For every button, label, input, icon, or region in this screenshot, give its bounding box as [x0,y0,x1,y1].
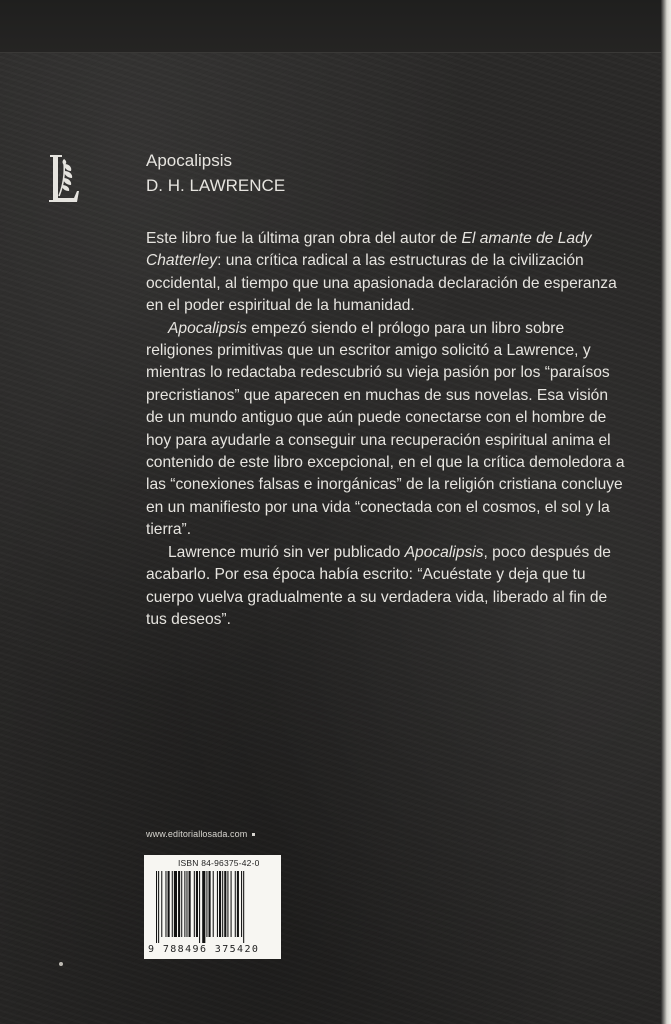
losada-L-laurel-icon [46,152,80,206]
blurb-text: empezó siendo el prólogo para un libro sobre religiones primitivas que un escritor amigo solicitó a Lawrence, y mientras lo redactaba redescubrió su vieja pasión por los “paraísos precristianos” que aparecen en muchas de sus novelas. Esa visión de un mundo antiguo que aún puede conectarse con el hombre de hoy para ayudarle a conseguir una recuperación espiritual anima el contenido de este libro excepcional, en el que la crítica demoledora a las “conexiones falsas e inorgánicas” de la religión cristiana concluye en un manifiesto por una vida “conectada con el cosmos, el sol y la tierra”. [146,319,625,539]
blurb-italic-title: Apocalipsis [404,543,484,561]
isbn-number: ISBN 84-96375-42-0 [178,858,260,868]
blurb-text: : una crítica radical a las estructuras de la civilización occidental, al tiempo que una apasionada declaración de esperanza en el poder espiritual de la humanidad. [146,252,617,315]
publisher-website [146,829,255,839]
book-title: Apocalipsis [146,151,232,170]
blurb-italic-title: El amante de Lady Chatterley [146,230,592,270]
cover-top-band [0,0,671,53]
blurb [146,228,626,631]
barcode-icon [154,871,272,943]
website-text: www.editoriallosada.com [146,829,248,839]
blurb-text: Este libro fue la última gran obra del autor de [146,230,462,247]
page-edge [661,0,671,1024]
blurb-paragraph-3 [146,542,626,632]
barcode-digits: 9 788496 375420 [148,944,260,955]
barcode-label [144,855,281,959]
cover-speck [59,962,63,966]
blurb-paragraph-2 [146,318,626,542]
book-heading [146,148,285,198]
blurb-text: , poco después de acabarlo. Por esa época había escrito: “Acuéstate y deja que tu cuerpo vuelva gradualmente a su verdadera vida, liberado al fin de tus deseos”. [146,543,611,628]
blurb-text: Lawrence murió sin ver publicado [168,543,405,561]
blurb-paragraph-1 [146,228,626,318]
bullet-icon [252,833,255,836]
blurb-italic-title: Apocalipsis [168,319,247,337]
book-author: D. H. LAWRENCE [146,176,286,195]
